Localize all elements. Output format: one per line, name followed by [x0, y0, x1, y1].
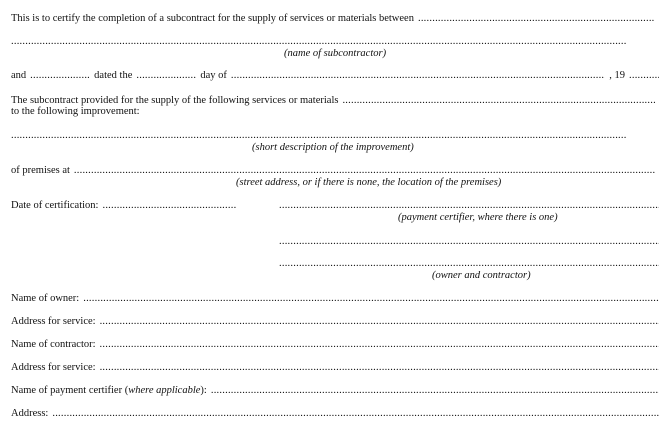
- year-field[interactable]: [629, 70, 659, 82]
- year-prefix: , 19: [609, 70, 625, 81]
- premises-line: [11, 165, 659, 177]
- owner-sign-field[interactable]: [279, 236, 659, 248]
- owner-name-label: Name of owner:: [11, 293, 80, 304]
- month-field[interactable]: [231, 70, 605, 82]
- contractor-name-field[interactable]: [100, 339, 659, 351]
- contractor-name-label: Name of contractor:: [11, 339, 96, 350]
- payment-certifier-suffix: ):: [200, 385, 207, 396]
- payment-certifier-caption: (payment certifier, where there is one): [398, 212, 558, 223]
- contractor-address-row: [11, 362, 659, 374]
- day-field[interactable]: [136, 70, 196, 82]
- contractor-sign-field[interactable]: [279, 258, 659, 270]
- owner-sign-line: [279, 236, 659, 248]
- address-row: [11, 408, 659, 420]
- owner-name-field[interactable]: [83, 293, 659, 305]
- and-party-field[interactable]: [30, 70, 90, 82]
- improvement-caption: (short description of the improvement): [252, 142, 414, 153]
- services-field[interactable]: [342, 95, 655, 107]
- improvement-field[interactable]: [11, 130, 655, 142]
- contractor-address-field[interactable]: [100, 362, 659, 374]
- improvement-text: to the following improvement:: [11, 106, 140, 117]
- day-of-label: day of: [200, 70, 227, 81]
- and-label: and: [11, 70, 27, 81]
- contractor-name-row: [11, 339, 659, 351]
- date-cert-label: Date of certification:: [11, 200, 99, 211]
- subcontractor-name-line: [11, 36, 659, 48]
- address-field[interactable]: [52, 408, 659, 420]
- certify-line: [11, 13, 659, 25]
- owner-address-label: Address for service:: [11, 316, 96, 327]
- payment-certifier-prefix: Name of payment certifier (: [11, 385, 129, 396]
- address-label: Address:: [11, 408, 49, 419]
- contractor-address-label: Address for service:: [11, 362, 96, 373]
- date-cert-line: [11, 200, 237, 212]
- dated-the-label: dated the: [94, 70, 133, 81]
- payment-certifier-label: [11, 385, 207, 397]
- date-cert-field[interactable]: [102, 200, 237, 212]
- subcontractor-parties-field[interactable]: [418, 13, 655, 25]
- payment-certifier-line: [279, 200, 659, 212]
- street-caption: (street address, or if there is none, the location of the premises): [236, 177, 502, 188]
- payment-certifier-sign-field[interactable]: [279, 200, 659, 212]
- subcontract-text: The subcontract provided for the supply of the following services or materials: [11, 95, 339, 106]
- certify-text: This is to certify the completion of a subcontract for the supply of services or materials between: [11, 13, 414, 24]
- owner-address-row: [11, 316, 659, 328]
- owner-name-row: [11, 293, 659, 305]
- subcontractor-name-field[interactable]: [11, 36, 655, 48]
- improvement-line: [11, 130, 659, 142]
- contractor-sign-line: [279, 258, 659, 270]
- payment-certifier-row: [11, 385, 659, 397]
- premises-field[interactable]: [74, 165, 655, 177]
- subcontractor-caption: (name of subcontractor): [284, 48, 387, 59]
- payment-certifier-name-field[interactable]: [211, 385, 659, 397]
- owner-address-field[interactable]: [100, 316, 659, 328]
- date-line: [11, 70, 659, 82]
- owner-contractor-caption: (owner and contractor): [432, 270, 531, 281]
- payment-certifier-italic: where applicable: [128, 385, 201, 396]
- premises-label: of premises at: [11, 165, 70, 176]
